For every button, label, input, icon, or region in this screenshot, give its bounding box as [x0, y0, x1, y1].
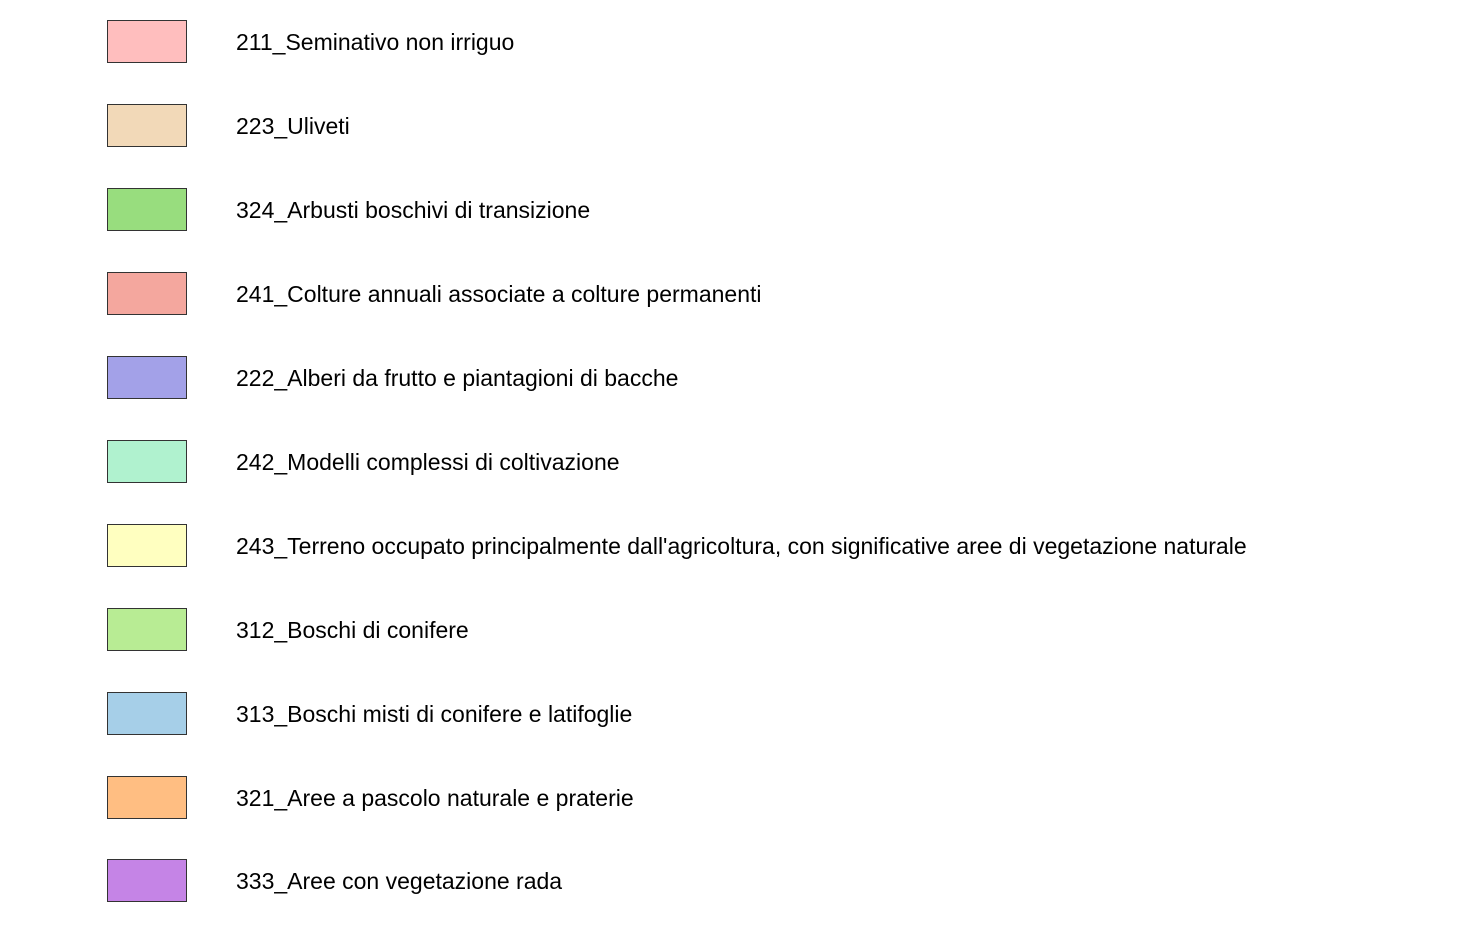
legend-swatch [107, 776, 187, 819]
legend-item [0, 188, 1457, 232]
legend-swatch [107, 188, 187, 231]
legend-label: 333_Aree con vegetazione rada [236, 868, 563, 894]
legend-swatch [107, 20, 187, 63]
legend-label: 223_Uliveti [236, 113, 350, 139]
legend-label: 324_Arbusti boschivi di transizione [236, 197, 591, 223]
legend-swatch [107, 356, 187, 399]
legend-label: 313_Boschi misti di conifere e latifoglie [236, 701, 633, 727]
legend-label: 243_Terreno occupato principalmente dall'agricoltura, con significative aree di vegetazione naturale [236, 533, 1247, 559]
legend-item [0, 524, 1457, 568]
legend-item [0, 608, 1457, 652]
legend-label: 321_Aree a pascolo naturale e praterie [236, 785, 634, 811]
legend-swatch [107, 104, 187, 147]
legend-item [0, 776, 1457, 820]
legend-swatch [107, 440, 187, 483]
legend-label: 242_Modelli complessi di coltivazione [236, 449, 620, 475]
legend-item [0, 356, 1457, 400]
legend-item [0, 104, 1457, 148]
legend-swatch [107, 272, 187, 315]
legend-swatch [107, 524, 187, 567]
legend-item [0, 692, 1457, 736]
legend-item [0, 859, 1457, 903]
legend-swatch [107, 859, 187, 902]
legend-label: 222_Alberi da frutto e piantagioni di bacche [236, 365, 679, 391]
legend-label: 211_Seminativo non irriguo [236, 29, 515, 55]
legend-label: 241_Colture annuali associate a colture permanenti [236, 281, 762, 307]
legend-swatch [107, 692, 187, 735]
legend-item [0, 440, 1457, 484]
legend-swatch [107, 608, 187, 651]
legend-item [0, 20, 1457, 64]
legend-item [0, 272, 1457, 316]
legend-label: 312_Boschi di conifere [236, 617, 469, 643]
